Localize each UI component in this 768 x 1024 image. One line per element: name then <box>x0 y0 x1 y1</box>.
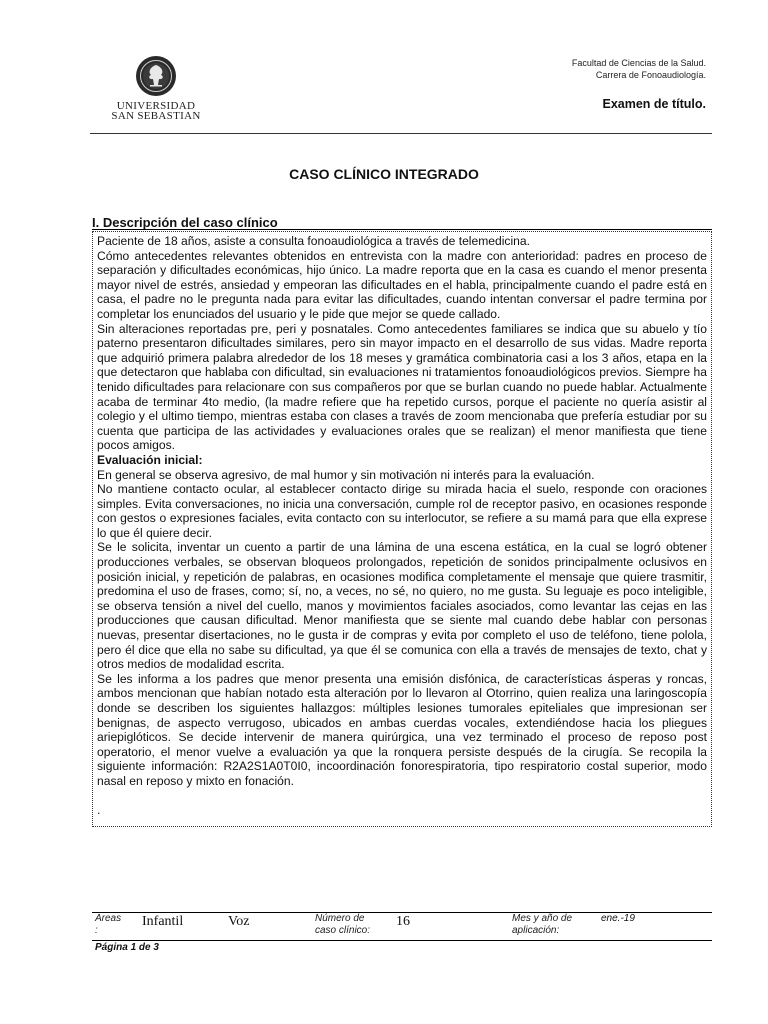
application-date-value: ene.-19 <box>601 913 635 924</box>
case-paragraph-voice: Se les informa a los padres que menor presenta una emisión disfónica, de características ásperas y roncas, ambos mencionan que habían notado esta alteración por lo llevaron al Otorrino, quien realiza una laringoscopía donde se describen los siguientes hallazgos: múltiples lesiones tumorales epiteliales que impresionan ser benignas, de aspecto verrugoso, ubicados en ambas cuerdas vocales, extendiéndose hacia los pliegues ariepiglóticos. Se decide intervenir de manera quirúrgica, una vez terminado el proceso de reposo post operatorio, el menor vuelve a evaluación ya que la ronquera persiste después de la cirugía. Se recopila la siguiente información: R2A2S1A0T0I0, incoordinación fonorespiratoria, tipo respiratorio costal superior, modo nasal en reposo y mixto en fonación. <box>97 671 707 788</box>
case-paragraph-background: Cómo antecedentes relevantes obtenidos en entrevista con la madre con anterioridad: padres en proceso de separación y dificultades económicas, hijo único. La madre reporta que en la casa es cuando el menor presenta mayor nivel de estrés, ansiedad y empeoran las dificultades en el habla, principalmente cuando el padre está en casa, el padre no le pregunta nada para evitar las dificultades, cuando intentan conversar el padre termina por completar los enunciados del usuario y le pide que mejor se quede callado. <box>97 248 707 321</box>
case-paragraph-behavior: En general se observa agresivo, de mal humor y sin motivación ni interés para la evaluación. <box>97 467 595 482</box>
faculty-name: Facultad de Ciencias de la Salud. <box>571 58 706 68</box>
area-infantil: Infantil <box>142 914 184 929</box>
case-number-label: Número de caso clínico: <box>315 913 371 936</box>
area-voz: Voz <box>228 914 250 929</box>
case-number-value: 16 <box>396 914 410 929</box>
application-date-label: Mes y año de aplicación: <box>512 913 573 936</box>
exam-title: Examen de título. <box>602 97 706 111</box>
areas-label: Áreas : <box>95 913 122 936</box>
university-name-line1: UNIVERSIDAD <box>116 100 196 112</box>
case-paragraph-contact: No mantiene contacto ocular, al establecer contacto dirige su mirada hacia el suelo, responde con oraciones simples. Evita conversaciones, no inicia una conversación, cumple rol de receptor pasivo, en ocasiones responde con gestos o expresiones faciales, evita contacto con su interlocutor, se refiere a su mamá para que ella exprese lo que él quiere decir. <box>97 482 707 540</box>
case-paragraph-history: Sin alteraciones reportadas pre, peri y posnatales. Como antecedentes familiares se indica que su abuelo y tío paterno presentaron dificultades similares, pero sin mayor impacto en el desarrollo de sus vidas. Madre reporta que adquirió primera palabra alrededor de los 18 meses y gramática combinatoria casi a los 3 años, etapa en la que detectaron que hablaba con dificultad, sin evaluaciones ni tratamientos fonoaudiológicos previos. Siempre ha tenido dificultades para relacionare con sus compañeros por que se burlan cuando no puede hablar. Actualmente acaba de terminar 4to medio, (la madre refiere que ha repetido cursos, porque el paciente no quería asistir al colegio y el ultimo tiempo, mientras estaba con clases a través de zoom mencionaba que prefería estudiar por su cuenta que participa de las actividades y evaluaciones orales que se realizan) el menor manifiesta que tiene pocos amigos. <box>97 321 707 453</box>
university-name-line2: SAN SEBASTIAN <box>111 110 201 122</box>
section-heading: I. Descripción del caso clínico <box>92 215 278 230</box>
case-paragraph-speech: Se le solicita, inventar un cuento a partir de una lámina de una escena estática, en la cual se logró obtener producciones verbales, se observan bloqueos prolongados, repetición de sonidos principalmente oclusivos en posición inicial, y repetición de palabras, en ocasiones modifica completamente el mensaje que quiere trasmitir, predomina el uso de frases, como; sí, no, a veces, no sé, no quiero, no me gusta. Su leguaje es poco inteligible, se observa tensión a nivel del cuello, manos y movimientos faciales asociados, como levantar las cejas en las producciones que causan dificultad. Menor manifiesta que se siente mal cuando debe hablar con personas nuevas, presentar disertaciones, no le gusta ir de compras y evita por completo el uso de teléfono, tiene polola, pero él dice que ella no sabe su dificultad, ya que él se comunica con ella a través de mensajes de texto, chat y otros medios de modalidad escrita. <box>97 540 707 672</box>
career-name: Carrera de Fonoaudiología. <box>595 70 706 80</box>
document-title: CASO CLÍNICO INTEGRADO <box>289 166 479 182</box>
university-seal-icon <box>135 55 177 97</box>
page-number: Página 1 de 3 <box>95 942 159 953</box>
footer-bottom-rule <box>92 940 712 941</box>
trailing-dot: . <box>97 802 101 817</box>
university-logo <box>106 55 206 121</box>
case-paragraph-intro: Paciente de 18 años, asiste a consulta fonoaudiológica a través de telemedicina. <box>97 234 530 248</box>
section-underline <box>92 229 712 230</box>
faculty-info <box>572 57 706 81</box>
initial-evaluation-heading: Evaluación inicial: <box>97 452 203 467</box>
header-divider <box>90 133 712 134</box>
case-description-box <box>92 231 712 827</box>
